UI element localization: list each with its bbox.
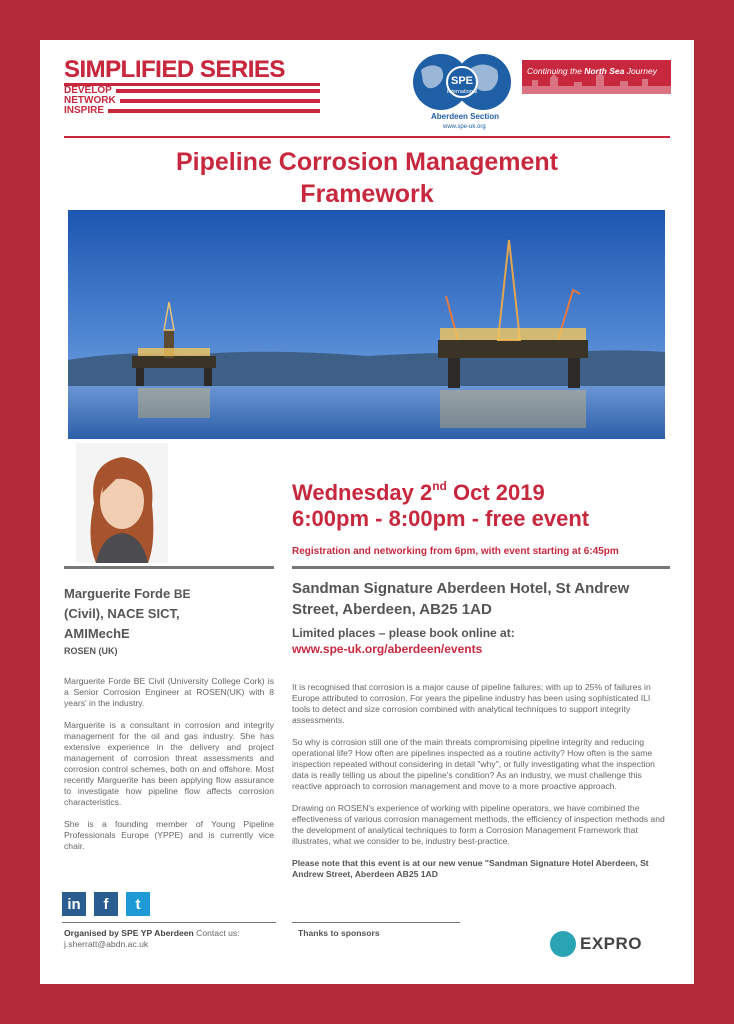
left-divider bbox=[64, 566, 274, 569]
speaker-name-line bbox=[64, 584, 274, 604]
booking-note: Limited places – please book online at: bbox=[292, 626, 515, 640]
expro-emblem-icon bbox=[550, 931, 576, 957]
bio-paragraph: Marguerite Forde BE Civil (University College Cork) is a Senior Corrosion Engineer at ROSEN(UK) with 8 years' in the industry. bbox=[64, 676, 274, 708]
tagline-pre: Continuing the bbox=[527, 66, 585, 76]
spe-logo-sub: International bbox=[446, 89, 478, 95]
venue-change-note: Please note that this event is at our new venue "Sandman Signature Hotel Aberdeen, St Andrew Street, Aberdeen AB25 1AD bbox=[292, 858, 649, 879]
event-title bbox=[64, 146, 670, 210]
speaker-bio bbox=[64, 676, 274, 863]
footer-divider-right bbox=[292, 922, 460, 923]
spe-globe-icon bbox=[397, 52, 527, 112]
brand-row-3 bbox=[64, 106, 320, 116]
sponsors-heading: Thanks to sponsors bbox=[298, 928, 380, 938]
twitter-icon[interactable]: t bbox=[126, 892, 150, 916]
right-divider bbox=[292, 566, 670, 569]
tagline-strong: North Sea bbox=[584, 66, 625, 76]
spe-section-name: Aberdeen Section bbox=[431, 112, 500, 121]
speaker-info bbox=[64, 584, 274, 656]
expro-wordmark: EXPRO bbox=[580, 934, 643, 953]
footer-divider-left bbox=[62, 922, 276, 923]
facebook-icon[interactable]: f bbox=[94, 892, 118, 916]
organiser-contact bbox=[64, 928, 278, 950]
organiser-name: Organised by SPE YP Aberdeen bbox=[64, 928, 194, 938]
speaker-degree: BE bbox=[173, 587, 191, 601]
expro-logo bbox=[550, 931, 642, 957]
brand-line-develop: DEVELOP bbox=[64, 85, 112, 96]
description-paragraph: So why is corrosion still one of the main threats compromising pipeline integrity and reducing operational life? How often are pipelines inspected as a routine activity? How often is the same inspection repeated without considering in detail "why", or fully investigating what the inspection data is really telling us about the pipeline's condition? As an industry, we must challenge this reactive approach to corrosion management and move to a more proactive approach. bbox=[292, 737, 655, 791]
flyer bbox=[40, 40, 694, 984]
simplified-series-logo bbox=[64, 58, 320, 116]
brand-title: SIMPLIFIED SERIES bbox=[64, 56, 285, 83]
brand-line-network: NETWORK bbox=[64, 95, 116, 106]
offshore-rigs-photo bbox=[68, 210, 665, 439]
brand-bar bbox=[120, 99, 320, 103]
brand-line-inspire: INSPIRE bbox=[64, 105, 105, 116]
speaker-name: Marguerite Forde bbox=[64, 586, 171, 601]
event-date bbox=[292, 480, 589, 506]
date-pre: Wednesday 2 bbox=[292, 480, 433, 505]
spe-logo-text: SPE bbox=[450, 75, 474, 87]
header-divider bbox=[64, 136, 670, 138]
event-datetime bbox=[292, 480, 589, 532]
speaker-credentials: (Civil), NACE SICT, bbox=[64, 606, 180, 621]
title-line-2: Framework bbox=[300, 180, 434, 208]
description-paragraph: It is recognised that corrosion is a major cause of pipeline failures; with up to 25% of failures in Europe attributed to corrosion. For years the pipeline industry has been using sophisticated ILI tools to detect and size corrosion combined with analytical techniques to support integrity assessments. bbox=[292, 682, 651, 725]
registration-note: Registration and networking from 6pm, with event starting at 6:45pm bbox=[292, 546, 619, 557]
event-description bbox=[292, 682, 670, 891]
brand-bar bbox=[116, 89, 320, 93]
date-suffix: nd bbox=[432, 479, 447, 493]
speaker-membership: AMIMechE bbox=[64, 626, 130, 641]
description-paragraph: Drawing on ROSEN's experience of working with pipeline operators, we have combined the effectiveness of various corrosion management methods, the efficiency of inspection methods and the development of analytical techniques to form a Corrosion Management Framework that illustrates, what we consider to be, industry best-practice. bbox=[292, 803, 665, 846]
tagline-post: Journey bbox=[624, 66, 657, 76]
date-post: Oct 2019 bbox=[446, 480, 545, 505]
speaker-portrait bbox=[76, 443, 168, 563]
brand-bar bbox=[108, 109, 320, 113]
title-line-1: Pipeline Corrosion Management bbox=[175, 148, 558, 176]
spe-tagline bbox=[527, 66, 657, 76]
social-links bbox=[62, 892, 150, 916]
linkedin-icon[interactable]: in bbox=[62, 892, 86, 916]
venue-address: Sandman Signature Aberdeen Hotel, St Andrew Street, Aberdeen, AB25 1AD bbox=[292, 580, 630, 618]
booking-link[interactable]: www.spe-uk.org/aberdeen/events bbox=[292, 642, 483, 656]
spe-aberdeen-logo bbox=[397, 52, 671, 132]
contact-email[interactable]: Contact us: j.sherratt@abdn.ac.uk bbox=[64, 928, 240, 949]
bio-paragraph: She is a founding member of Young Pipeline Professionals Europe (YPPE) and is currently vice chair. bbox=[64, 819, 274, 851]
spe-website[interactable]: www.spe-uk.org bbox=[443, 124, 486, 130]
speaker-company: ROSEN (UK) bbox=[64, 646, 118, 656]
event-time: 6:00pm - 8:00pm - free event bbox=[292, 506, 590, 531]
bio-paragraph: Marguerite is a consultant in corrosion and integrity management for the oil and gas industry. She has extensive experience in the delivery and project management of corrosion threat assessments and corrosion control schemes, both on and offshore. Most recently Marguerite has been applying flow assurance to investigate how pipeline flow affects corrosion characteristics. bbox=[64, 720, 274, 807]
